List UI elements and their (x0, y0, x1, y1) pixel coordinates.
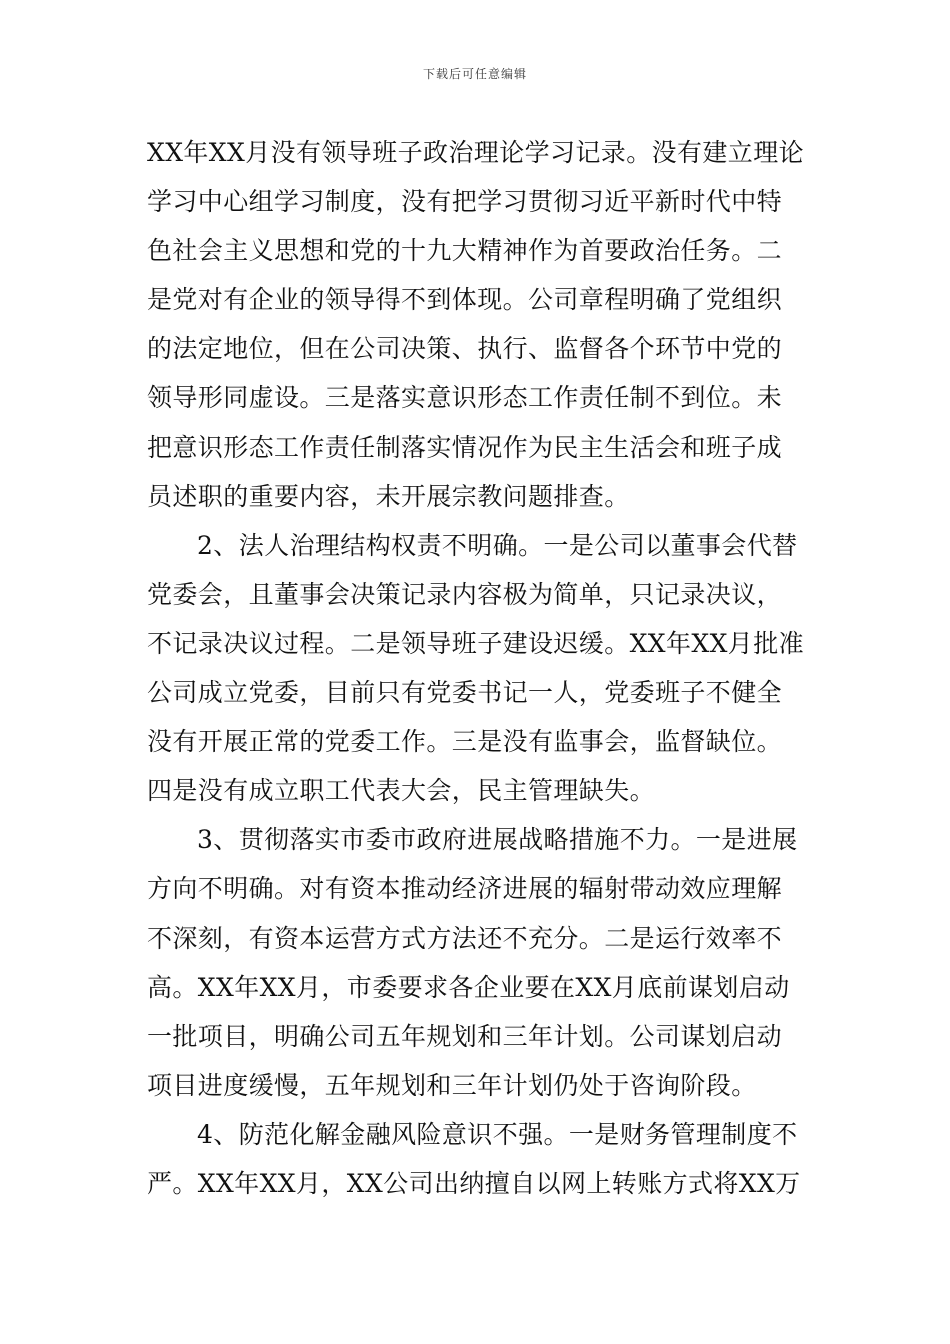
page-header: 下载后可任意编辑 (422, 67, 527, 81)
text-line: 把意识形态工作责任制落实情况作为民主生活会和班子成 (147, 432, 783, 462)
paragraph-start-line: 2、法人治理结构权责不明确。一是公司以董事会代替 (197, 530, 798, 560)
text-line: 色社会主义思想和党的十九大精神作为首要政治任务。二 (147, 236, 783, 266)
text-line: 项目进度缓慢，五年规划和三年计划仍处于咨询阶段。 (147, 1070, 757, 1100)
text-line: 没有开展正常的党委工作。三是没有监事会，监督缺位。 (147, 727, 783, 757)
text-line: 四是没有成立职工代表大会，民主管理缺失。 (147, 776, 656, 806)
text-line: 高。XX年XX月，市委要求各企业要在XX月底前谋划启动 (147, 972, 790, 1002)
text-line: XX年XX月没有领导班子政治理论学习记录。没有建立理论 (147, 138, 804, 167)
text-line: 公司成立党委，目前只有党委书记一人，党委班子不健全 (147, 678, 783, 708)
text-line: 领导形同虚设。三是落实意识形态工作责任制不到位。未 (147, 383, 783, 413)
text-line: 一批项目，明确公司五年规划和三年计划。公司谋划启动 (147, 1021, 783, 1051)
paragraph-start-line: 4、防范化解金融风险意识不强。一是财务管理制度不 (197, 1119, 798, 1149)
paragraph-start-line: 3、贯彻落实市委市政府进展战略措施不力。一是进展 (197, 825, 798, 855)
text-line: 不记录决议过程。二是领导班子建设迟缓。XX年XX月批准 (147, 628, 804, 658)
text-line: 员述职的重要内容，未开展宗教问题排查。 (147, 481, 630, 511)
text-line: 的法定地位，但在公司决策、执行、监督各个环节中党的 (147, 334, 783, 364)
text-line: 不深刻，有资本运营方式方法还不充分。二是运行效率不 (147, 923, 783, 953)
text-line: 严。XX年XX月，XX公司出纳擅自以网上转账方式将XX万 (147, 1168, 801, 1198)
document-body (147, 128, 807, 1208)
text-line: 是党对有企业的领导得不到体现。公司章程明确了党组织 (147, 285, 783, 315)
text-line: 方向不明确。对有资本推动经济进展的辐射带动效应理解 (147, 874, 783, 904)
text-line: 学习中心组学习制度，没有把学习贯彻习近平新时代中特 (147, 187, 783, 217)
text-line: 党委会，且董事会决策记录内容极为简单，只记录决议， (147, 579, 783, 609)
